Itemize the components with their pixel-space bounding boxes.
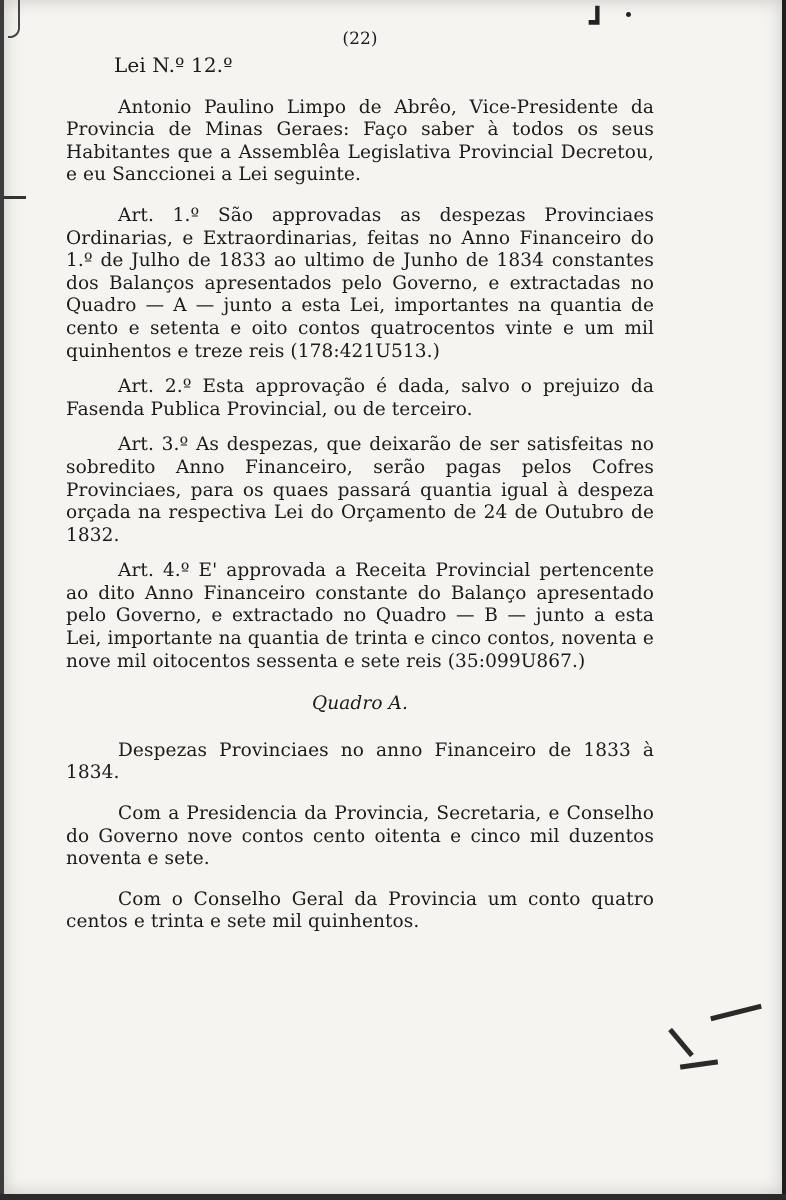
law-number-heading: Lei N.º 12.º: [114, 53, 233, 77]
page-number: (22): [342, 29, 378, 49]
scan-edge-bottom: [0, 1194, 786, 1200]
article-1: Art. 1.º São approvadas as despezas Provinciaes Ordinarias, e Extraordinarias, feitas no Anno Financeiro do 1.º de Julho de 1833 ao ultimo de Junho de 1834 constantes dos Balanços apresentados pelo Governo, e extractadas no Quadro — A — junto a esta Lei, importantes na quantia de cento e setenta e oito contos quatrocentos vinte e um mil quinhentos e treze reis (178:421U513.): [66, 204, 654, 362]
quadro-item-conselho: Com o Conselho Geral da Provincia um conto quatro centos e trinta e sete mil quinhentos.: [66, 888, 654, 933]
article-2: Art. 2.º Esta approvação é dada, salvo o prejuizo da Fasenda Publica Provincial, ou de terceiro.: [66, 376, 654, 420]
quadro-intro: Despezas Provinciaes no anno Financeiro de 1833 à 1834.: [66, 739, 654, 784]
handwritten-mark: ┛: [589, 6, 606, 39]
scan-artifact-corner: [8, 0, 20, 38]
preamble-paragraph: Antonio Paulino Limpo de Abrêo, Vice-Presidente da Provincia de Minas Geraes: Faço saber à todos os seus Habitantes que a Assemblêa Legislativa Provincial Decretou, e eu Sanccionei a Lei seguinte.: [66, 96, 654, 186]
quadro-item-presidencia: Com a Presidencia da Provincia, Secretaria, e Conselho do Governo nove contos cento oitenta e cinco mil duzentos noventa e sete.: [66, 803, 654, 870]
scan-edge-right: [782, 0, 786, 1200]
handwritten-stroke: [680, 1059, 718, 1069]
scan-artifact-left: [4, 196, 26, 199]
article-4: Art. 4.º E' approvada a Receita Provincial pertencente ao dito Anno Financeiro constante do Balanço apresentado pelo Governo, e extractado no Quadro — B — junto a esta Lei, importante na quantia de trinta e cinco contos, noventa e nove mil oitocentos sessenta e sete reis (35:099U867.): [66, 560, 654, 672]
article-3: Art. 3.º As despezas, que deixarão de ser satisfeitas no sobredito Anno Financeiro, serão pagas pelos Cofres Provinciaes, para os quaes passará quantia igual à despeza orçada na respectiva Lei do Orçamento de 24 de Outubro de 1832.: [66, 434, 654, 546]
handwritten-stroke: [710, 1004, 762, 1021]
handwritten-stroke: [668, 1028, 694, 1057]
quadro-title: Quadro A.: [312, 693, 408, 715]
document-page: [4, 0, 782, 1194]
document-text: [66, 28, 654, 934]
ink-dot: [626, 12, 631, 17]
